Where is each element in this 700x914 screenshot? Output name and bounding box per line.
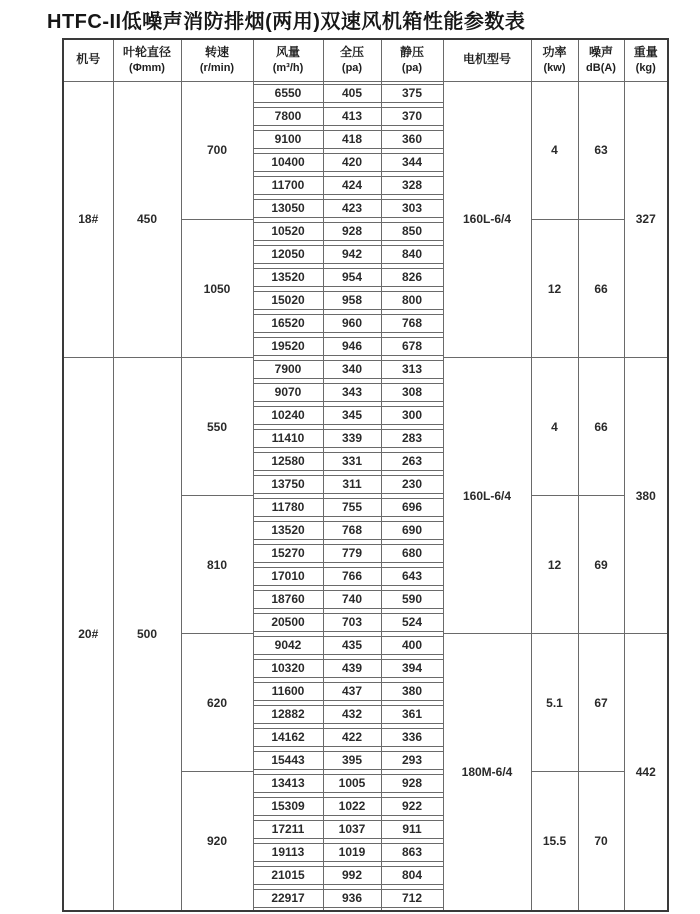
static-pressure-cell — [381, 887, 443, 911]
air-volume-cell — [253, 243, 323, 266]
impeller-diameter-cell: 500 — [113, 358, 181, 911]
total-pressure-cell — [323, 749, 381, 772]
air-volume-cell — [253, 634, 323, 657]
static-pressure-cell-value: 360 — [382, 130, 443, 149]
static-pressure-cell-value: 263 — [382, 452, 443, 471]
air-volume-cell-value: 17010 — [254, 567, 323, 586]
air-volume-cell-value: 19113 — [254, 843, 323, 862]
air-volume-cell-value: 6550 — [254, 84, 323, 103]
air-volume-cell — [253, 289, 323, 312]
total-pressure-cell — [323, 266, 381, 289]
air-volume-cell — [253, 726, 323, 749]
total-pressure-cell — [323, 726, 381, 749]
total-pressure-cell — [323, 772, 381, 795]
col-header-weight — [624, 39, 668, 81]
static-pressure-cell-value: 336 — [382, 728, 443, 747]
total-pressure-cell-value: 331 — [324, 452, 381, 471]
col-header-speed — [181, 39, 253, 81]
total-pressure-cell-value: 424 — [324, 176, 381, 195]
col-header-weight-label: 重量 — [633, 45, 658, 60]
total-pressure-cell-value: 395 — [324, 751, 381, 770]
static-pressure-cell-value: 690 — [382, 521, 443, 540]
total-pressure-cell — [323, 404, 381, 427]
static-pressure-cell-value: 800 — [382, 291, 443, 310]
impeller-diameter-cell: 450 — [113, 81, 181, 358]
static-pressure-cell-value: 380 — [382, 682, 443, 701]
machine-number-cell: 20# — [63, 358, 113, 911]
total-pressure-cell — [323, 496, 381, 519]
static-pressure-cell — [381, 841, 443, 864]
air-volume-cell — [253, 312, 323, 335]
power-cell: 4 — [531, 81, 578, 220]
total-pressure-cell-value: 946 — [324, 337, 381, 356]
col-header-diameter — [113, 39, 181, 81]
col-header-static-pressure — [381, 39, 443, 81]
air-volume-cell — [253, 358, 323, 381]
total-pressure-cell-value: 422 — [324, 728, 381, 747]
air-volume-cell — [253, 151, 323, 174]
static-pressure-cell — [381, 312, 443, 335]
air-volume-cell-value: 22917 — [254, 889, 323, 908]
static-pressure-cell — [381, 588, 443, 611]
total-pressure-cell-value: 439 — [324, 659, 381, 678]
static-pressure-cell — [381, 680, 443, 703]
speed-cell: 550 — [181, 358, 253, 496]
static-pressure-cell-value: 308 — [382, 383, 443, 402]
motor-model-cell: 160L-6/4 — [443, 358, 531, 634]
air-volume-cell — [253, 795, 323, 818]
air-volume-cell-value: 16520 — [254, 314, 323, 333]
col-header-speed-label: 转速 — [204, 45, 229, 60]
col-header-diameter-label: 叶轮直径 — [122, 45, 171, 60]
static-pressure-cell-value: 313 — [382, 360, 443, 379]
col-header-airflow-label: 风量 — [275, 45, 300, 60]
col-header-power-label: 功率 — [542, 45, 567, 60]
col-header-weight-unit: (kg) — [635, 61, 656, 74]
static-pressure-cell — [381, 749, 443, 772]
air-volume-cell-value: 7800 — [254, 107, 323, 126]
static-pressure-cell — [381, 726, 443, 749]
air-volume-cell-value: 10520 — [254, 222, 323, 241]
total-pressure-cell — [323, 289, 381, 312]
static-pressure-cell — [381, 611, 443, 634]
static-pressure-cell — [381, 81, 443, 105]
total-pressure-cell — [323, 818, 381, 841]
static-pressure-cell — [381, 703, 443, 726]
total-pressure-cell — [323, 312, 381, 335]
static-pressure-cell-value: 712 — [382, 889, 443, 908]
air-volume-cell — [253, 128, 323, 151]
total-pressure-cell-value: 740 — [324, 590, 381, 609]
power-cell: 12 — [531, 220, 578, 358]
col-header-noise-label: 噪声 — [588, 45, 613, 60]
col-header-total-pressure-unit: (pa) — [341, 61, 363, 74]
total-pressure-cell — [323, 450, 381, 473]
air-volume-cell-value: 13520 — [254, 268, 323, 287]
motor-model-cell: 160L-6/4 — [443, 81, 531, 358]
air-volume-cell — [253, 81, 323, 105]
air-volume-cell-value: 10400 — [254, 153, 323, 172]
air-volume-cell — [253, 174, 323, 197]
total-pressure-cell-value: 928 — [324, 222, 381, 241]
air-volume-cell-value: 17211 — [254, 820, 323, 839]
static-pressure-cell — [381, 427, 443, 450]
weight-cell: 380 — [624, 358, 668, 634]
total-pressure-cell — [323, 473, 381, 496]
air-volume-cell — [253, 450, 323, 473]
total-pressure-cell — [323, 634, 381, 657]
noise-cell: 70 — [578, 772, 624, 911]
noise-cell: 69 — [578, 496, 624, 634]
air-volume-cell — [253, 772, 323, 795]
total-pressure-cell — [323, 542, 381, 565]
air-volume-cell-value: 21015 — [254, 866, 323, 885]
air-volume-cell-value: 7900 — [254, 360, 323, 379]
total-pressure-cell-value: 432 — [324, 705, 381, 724]
air-volume-cell — [253, 588, 323, 611]
air-volume-cell-value: 9070 — [254, 383, 323, 402]
air-volume-cell-value: 13050 — [254, 199, 323, 218]
weight-cell: 442 — [624, 634, 668, 911]
total-pressure-cell-value: 311 — [324, 475, 381, 494]
col-header-motor-label: 电机型号 — [462, 52, 511, 67]
air-volume-cell-value: 15020 — [254, 291, 323, 310]
static-pressure-cell — [381, 358, 443, 381]
air-volume-cell — [253, 703, 323, 726]
motor-model-cell: 180M-6/4 — [443, 634, 531, 911]
air-volume-cell-value: 9100 — [254, 130, 323, 149]
air-volume-cell — [253, 841, 323, 864]
static-pressure-cell — [381, 565, 443, 588]
total-pressure-cell — [323, 128, 381, 151]
air-volume-cell-value: 12882 — [254, 705, 323, 724]
total-pressure-cell-value: 1005 — [324, 774, 381, 793]
static-pressure-cell-value: 328 — [382, 176, 443, 195]
static-pressure-cell-value: 230 — [382, 475, 443, 494]
total-pressure-cell-value: 1037 — [324, 820, 381, 839]
air-volume-cell-value: 13413 — [254, 774, 323, 793]
static-pressure-cell-value: 370 — [382, 107, 443, 126]
total-pressure-cell-value: 1019 — [324, 843, 381, 862]
col-header-airflow — [253, 39, 323, 81]
air-volume-cell — [253, 197, 323, 220]
air-volume-cell-value: 13520 — [254, 521, 323, 540]
air-volume-cell-value: 19520 — [254, 337, 323, 356]
total-pressure-cell — [323, 174, 381, 197]
total-pressure-cell-value: 703 — [324, 613, 381, 632]
total-pressure-cell-value: 340 — [324, 360, 381, 379]
col-header-noise-unit: dB(A) — [586, 61, 616, 74]
total-pressure-cell-value: 768 — [324, 521, 381, 540]
total-pressure-cell — [323, 197, 381, 220]
static-pressure-cell-value: 826 — [382, 268, 443, 287]
static-pressure-cell — [381, 404, 443, 427]
air-volume-cell-value: 11600 — [254, 682, 323, 701]
col-header-static-pressure-label: 静压 — [399, 45, 424, 60]
static-pressure-cell — [381, 864, 443, 887]
total-pressure-cell-value: 437 — [324, 682, 381, 701]
air-volume-cell — [253, 496, 323, 519]
total-pressure-cell — [323, 335, 381, 358]
static-pressure-cell-value: 394 — [382, 659, 443, 678]
total-pressure-cell — [323, 105, 381, 128]
static-pressure-cell — [381, 519, 443, 542]
air-volume-cell-value: 15270 — [254, 544, 323, 563]
speed-cell: 810 — [181, 496, 253, 634]
air-volume-cell-value: 15309 — [254, 797, 323, 816]
air-volume-cell — [253, 680, 323, 703]
total-pressure-cell — [323, 657, 381, 680]
static-pressure-cell-value: 303 — [382, 199, 443, 218]
weight-cell: 327 — [624, 81, 668, 358]
total-pressure-cell-value: 418 — [324, 130, 381, 149]
col-header-noise — [578, 39, 624, 81]
total-pressure-cell-value: 423 — [324, 199, 381, 218]
table-row — [63, 81, 668, 105]
total-pressure-cell-value: 954 — [324, 268, 381, 287]
air-volume-cell — [253, 427, 323, 450]
total-pressure-cell-value: 339 — [324, 429, 381, 448]
static-pressure-cell — [381, 795, 443, 818]
static-pressure-cell-value: 922 — [382, 797, 443, 816]
col-header-airflow-unit: (m³/h) — [272, 61, 304, 74]
power-cell: 5.1 — [531, 634, 578, 772]
total-pressure-cell-value: 1022 — [324, 797, 381, 816]
static-pressure-cell — [381, 818, 443, 841]
air-volume-cell — [253, 105, 323, 128]
static-pressure-cell — [381, 496, 443, 519]
static-pressure-cell-value: 678 — [382, 337, 443, 356]
air-volume-cell-value: 10240 — [254, 406, 323, 425]
total-pressure-cell — [323, 81, 381, 105]
total-pressure-cell-value: 779 — [324, 544, 381, 563]
col-header-total-pressure — [323, 39, 381, 81]
static-pressure-cell — [381, 772, 443, 795]
static-pressure-cell — [381, 289, 443, 312]
air-volume-cell-value: 15443 — [254, 751, 323, 770]
static-pressure-cell — [381, 197, 443, 220]
static-pressure-cell-value: 524 — [382, 613, 443, 632]
static-pressure-cell-value: 361 — [382, 705, 443, 724]
air-volume-cell-value: 9042 — [254, 636, 323, 655]
static-pressure-cell — [381, 634, 443, 657]
col-header-power — [531, 39, 578, 81]
speed-cell: 1050 — [181, 220, 253, 358]
speed-cell: 620 — [181, 634, 253, 772]
static-pressure-cell-value: 911 — [382, 820, 443, 839]
static-pressure-cell-value: 375 — [382, 84, 443, 103]
static-pressure-cell-value: 804 — [382, 866, 443, 885]
machine-number-cell: 18# — [63, 81, 113, 358]
noise-cell: 66 — [578, 358, 624, 496]
speed-cell: 920 — [181, 772, 253, 911]
static-pressure-cell — [381, 174, 443, 197]
total-pressure-cell-value: 942 — [324, 245, 381, 264]
air-volume-cell — [253, 657, 323, 680]
total-pressure-cell — [323, 427, 381, 450]
power-cell: 4 — [531, 358, 578, 496]
noise-cell: 66 — [578, 220, 624, 358]
col-header-motor — [443, 39, 531, 81]
noise-cell: 67 — [578, 634, 624, 772]
total-pressure-cell-value: 405 — [324, 84, 381, 103]
air-volume-cell — [253, 749, 323, 772]
air-volume-cell-value: 11780 — [254, 498, 323, 517]
col-header-power-unit: (kw) — [543, 61, 566, 74]
table-row — [63, 358, 668, 381]
total-pressure-cell-value: 420 — [324, 153, 381, 172]
total-pressure-cell-value: 413 — [324, 107, 381, 126]
air-volume-cell-value: 11410 — [254, 429, 323, 448]
static-pressure-cell — [381, 450, 443, 473]
power-cell: 12 — [531, 496, 578, 634]
air-volume-cell — [253, 519, 323, 542]
air-volume-cell-value: 20500 — [254, 613, 323, 632]
static-pressure-cell-value: 863 — [382, 843, 443, 862]
static-pressure-cell — [381, 657, 443, 680]
air-volume-cell — [253, 335, 323, 358]
air-volume-cell — [253, 473, 323, 496]
air-volume-cell — [253, 404, 323, 427]
air-volume-cell — [253, 887, 323, 911]
performance-table — [62, 38, 669, 912]
static-pressure-cell — [381, 542, 443, 565]
static-pressure-cell — [381, 105, 443, 128]
static-pressure-cell — [381, 266, 443, 289]
air-volume-cell-value: 14162 — [254, 728, 323, 747]
total-pressure-cell-value: 755 — [324, 498, 381, 517]
static-pressure-cell — [381, 335, 443, 358]
air-volume-cell-value: 13750 — [254, 475, 323, 494]
total-pressure-cell-value: 345 — [324, 406, 381, 425]
air-volume-cell-value: 12050 — [254, 245, 323, 264]
total-pressure-cell — [323, 864, 381, 887]
total-pressure-cell — [323, 703, 381, 726]
air-volume-cell — [253, 864, 323, 887]
static-pressure-cell-value: 590 — [382, 590, 443, 609]
header-row — [63, 39, 668, 81]
air-volume-cell-value: 11700 — [254, 176, 323, 195]
col-header-speed-unit: (r/min) — [199, 61, 235, 74]
static-pressure-cell-value: 293 — [382, 751, 443, 770]
static-pressure-cell-value: 400 — [382, 636, 443, 655]
total-pressure-cell — [323, 151, 381, 174]
static-pressure-cell — [381, 220, 443, 243]
total-pressure-cell — [323, 381, 381, 404]
air-volume-cell — [253, 542, 323, 565]
air-volume-cell — [253, 565, 323, 588]
total-pressure-cell-value: 435 — [324, 636, 381, 655]
table-header — [63, 39, 668, 81]
total-pressure-cell-value: 960 — [324, 314, 381, 333]
total-pressure-cell-value: 343 — [324, 383, 381, 402]
total-pressure-cell — [323, 519, 381, 542]
air-volume-cell — [253, 818, 323, 841]
power-cell: 15.5 — [531, 772, 578, 911]
col-header-total-pressure-label: 全压 — [339, 45, 364, 60]
static-pressure-cell-value: 344 — [382, 153, 443, 172]
total-pressure-cell — [323, 220, 381, 243]
table-body — [63, 81, 668, 911]
static-pressure-cell-value: 680 — [382, 544, 443, 563]
static-pressure-cell-value: 850 — [382, 222, 443, 241]
static-pressure-cell-value: 928 — [382, 774, 443, 793]
static-pressure-cell-value: 643 — [382, 567, 443, 586]
static-pressure-cell-value: 696 — [382, 498, 443, 517]
col-header-model — [63, 39, 113, 81]
static-pressure-cell — [381, 243, 443, 266]
noise-cell: 63 — [578, 81, 624, 220]
total-pressure-cell — [323, 243, 381, 266]
total-pressure-cell — [323, 841, 381, 864]
static-pressure-cell-value: 768 — [382, 314, 443, 333]
static-pressure-cell — [381, 473, 443, 496]
total-pressure-cell — [323, 358, 381, 381]
static-pressure-cell-value: 840 — [382, 245, 443, 264]
total-pressure-cell — [323, 680, 381, 703]
total-pressure-cell — [323, 795, 381, 818]
total-pressure-cell-value: 766 — [324, 567, 381, 586]
col-header-model-label: 机号 — [76, 52, 101, 67]
page-title: HTFC-II低噪声消防排烟(两用)双速风机箱性能参数表 — [47, 11, 526, 33]
total-pressure-cell — [323, 611, 381, 634]
air-volume-cell-value: 10320 — [254, 659, 323, 678]
static-pressure-cell-value: 283 — [382, 429, 443, 448]
static-pressure-cell-value: 300 — [382, 406, 443, 425]
static-pressure-cell — [381, 151, 443, 174]
total-pressure-cell — [323, 565, 381, 588]
col-header-static-pressure-unit: (pa) — [401, 61, 423, 74]
speed-cell: 700 — [181, 81, 253, 220]
air-volume-cell-value: 12580 — [254, 452, 323, 471]
air-volume-cell — [253, 381, 323, 404]
air-volume-cell-value: 18760 — [254, 590, 323, 609]
air-volume-cell — [253, 220, 323, 243]
total-pressure-cell-value: 992 — [324, 866, 381, 885]
air-volume-cell — [253, 611, 323, 634]
total-pressure-cell — [323, 588, 381, 611]
air-volume-cell — [253, 266, 323, 289]
total-pressure-cell-value: 936 — [324, 889, 381, 908]
col-header-diameter-unit: (Φmm) — [129, 61, 165, 74]
total-pressure-cell-value: 958 — [324, 291, 381, 310]
static-pressure-cell — [381, 128, 443, 151]
total-pressure-cell — [323, 887, 381, 911]
static-pressure-cell — [381, 381, 443, 404]
